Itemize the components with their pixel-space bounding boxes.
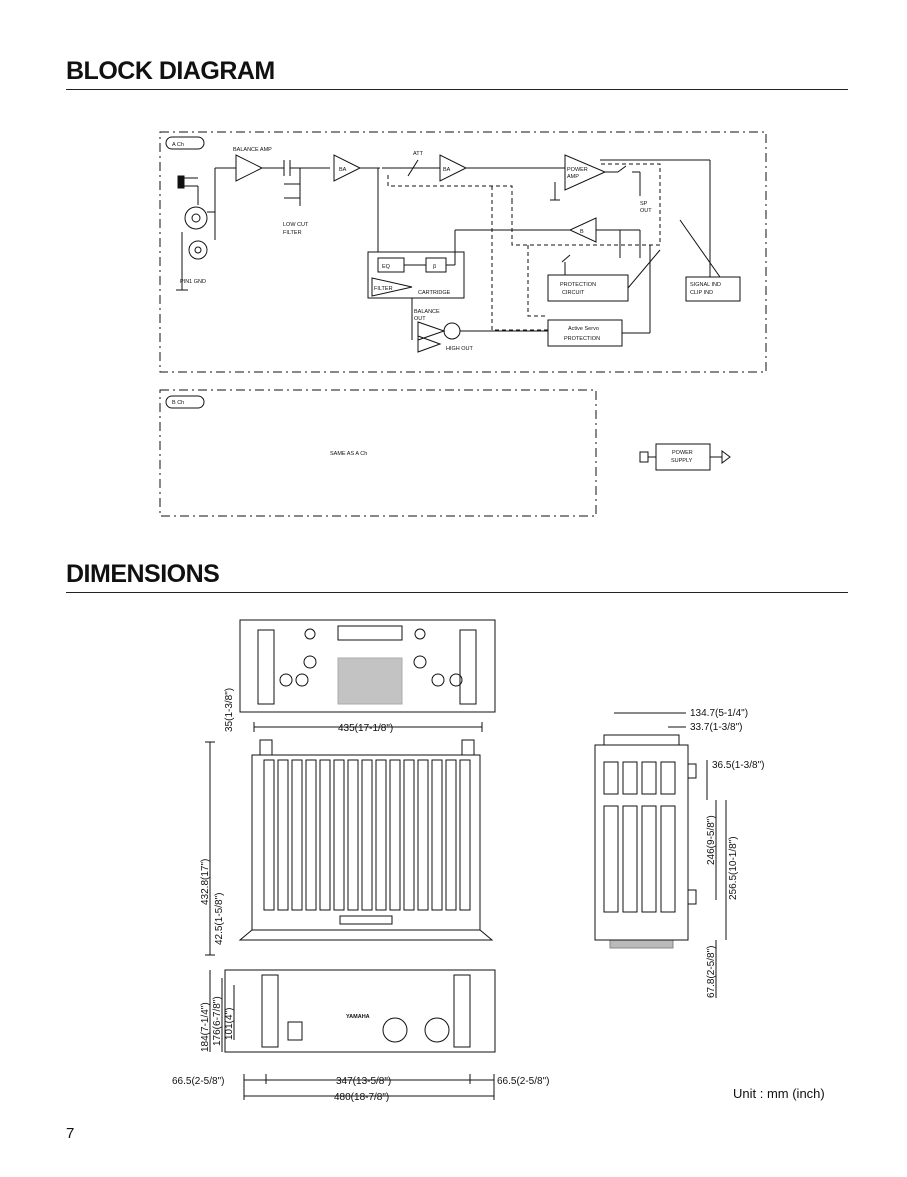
power-amp-symbol [565,155,605,190]
svg-text:EQ: EQ [382,264,390,270]
front-knob-2-icon [425,1018,449,1042]
active-servo-box [548,320,622,346]
svg-text:101(4"): 101(4") [224,1007,235,1040]
b-channel-frame [160,390,596,516]
svg-text:BALANCE AMP: BALANCE AMP [233,147,272,153]
svg-text:BA: BA [339,167,347,173]
svg-text:PROTECTION: PROTECTION [564,336,601,342]
svg-text:AMP: AMP [567,174,579,180]
signal-clip-ind-box [686,277,740,301]
svg-text:A Ch: A Ch [172,142,184,148]
svg-text:SP: SP [640,201,648,207]
svg-text:480(18-7/8"): 480(18-7/8") [334,1092,390,1103]
svg-text:BA: BA [443,167,451,173]
side-view [595,745,688,940]
svg-text:Active Servo: Active Servo [568,326,599,332]
svg-text:CARTRIDGE: CARTRIDGE [418,290,451,296]
svg-text:35(1-3/8"): 35(1-3/8") [224,687,235,732]
svg-text:HIGH OUT: HIGH OUT [446,346,473,352]
rear-panel-view [240,620,495,712]
svg-text:CLIP IND: CLIP IND [690,290,714,296]
power-supply-box [656,444,710,470]
svg-text:B Ch: B Ch [172,400,185,406]
svg-text:OUT: OUT [414,316,426,322]
svg-text:LOW CUT: LOW CUT [283,222,309,228]
svg-text:B: B [580,229,584,235]
svg-text:POWER: POWER [567,167,588,173]
svg-text:432.8(17"): 432.8(17") [200,858,211,905]
front-view [225,970,495,1052]
balance-out-symbol [418,322,444,340]
svg-text:435(17-1/8"): 435(17-1/8") [338,723,394,734]
svg-text:42.5(1-5/8"): 42.5(1-5/8") [214,892,225,945]
unit-note: Unit : mm (inch) [733,1086,825,1101]
svg-text:POWER: POWER [672,450,693,456]
plug-icon [640,452,648,462]
svg-text:FILTER: FILTER [283,230,302,236]
xlr-input-2-icon [189,241,207,259]
svg-text:SIGNAL IND: SIGNAL IND [690,282,721,288]
a-channel-pill [166,137,204,149]
filter-symbol [372,278,412,296]
svg-text:PROTECTION: PROTECTION [560,282,597,288]
svg-text:SUPPLY: SUPPLY [671,458,693,464]
ba1-symbol [334,155,360,181]
svg-text:β: β [433,264,437,270]
svg-text:184(7-1/4"): 184(7-1/4") [200,1002,211,1052]
svg-text:ATT: ATT [413,151,423,157]
svg-text:FILTER: FILTER [374,286,393,292]
svg-text:246(9-5/8"): 246(9-5/8") [706,815,717,865]
svg-text:36.5(1-3/8"): 36.5(1-3/8") [712,760,765,771]
svg-text:33.7(1-3/8"): 33.7(1-3/8") [690,722,743,733]
svg-text:SAME AS A Ch: SAME AS A Ch [330,451,368,457]
protection-circuit-box [548,275,628,301]
eq-box [378,258,404,272]
beta-box [426,258,446,272]
svg-text:66.5(2-5/8"): 66.5(2-5/8") [497,1076,550,1087]
balance-amp-symbol [236,155,262,181]
high-out-symbol [418,336,440,352]
block-diagram-title: BLOCK DIAGRAM [66,57,275,85]
phone-jack-icon [178,176,184,188]
xlr-input-icon [185,207,207,229]
b-amp-symbol [570,218,596,242]
svg-text:347(13-5/8"): 347(13-5/8") [336,1076,392,1087]
heatsink-fins [264,760,470,910]
dimensions-title: DIMENSIONS [66,560,220,588]
svg-text:YAMAHA: YAMAHA [346,1014,370,1020]
top-view [252,755,480,930]
a-channel-frame [160,132,766,372]
front-knob-1-icon [383,1018,407,1042]
svg-text:OUT: OUT [640,208,652,214]
svg-text:176(6-7/8"): 176(6-7/8") [212,996,223,1046]
page-number: 7 [66,1125,75,1142]
b-channel-pill [166,396,204,408]
block-diagram-rule [66,89,848,90]
output-arrow-icon [722,451,730,463]
ba2-symbol [440,155,466,181]
svg-text:256.5(10-1/8"): 256.5(10-1/8") [728,836,739,900]
eq-cartridge-box [368,252,464,298]
svg-text:67.8(2-5/8"): 67.8(2-5/8") [706,945,717,998]
svg-text:134.7(5-1/4"): 134.7(5-1/4") [690,708,749,719]
svg-text:BALANCE: BALANCE [414,309,440,315]
svg-text:66.5(2-5/8"): 66.5(2-5/8") [172,1076,225,1087]
svg-text:CIRCUIT: CIRCUIT [562,290,585,296]
balance-out-jack-icon [444,323,460,339]
svg-text:PIN1 GND: PIN1 GND [180,279,206,285]
dimensions-rule [66,592,848,593]
